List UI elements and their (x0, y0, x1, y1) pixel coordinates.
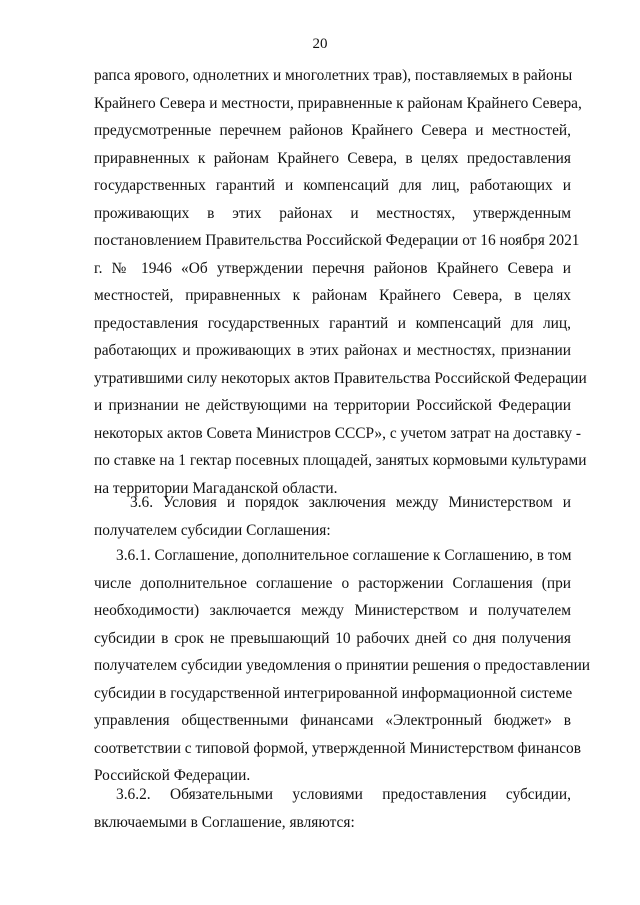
text-line: 3.6.2. Обязательными условиями предоставления субсидии, (116, 786, 571, 803)
text-line: получателем субсидии Соглашения: (94, 521, 331, 539)
text-line: соответствии с типовой формой, утвержденной Министерством финансов (94, 739, 581, 757)
text-line: 3.6.1. Соглашение, дополнительное соглашение к Соглашению, в том (116, 547, 572, 564)
text-line: постановлением Правительства Российской Федерации от 16 ноября 2021 (94, 232, 580, 249)
page-number: 20 (312, 36, 328, 52)
text-line: государственных гарантий и компенсаций для лиц, работающих и (94, 177, 571, 194)
text-line: и признании не действующими на территории Российской Федерации (94, 397, 571, 414)
text-line: г. № 1946 «Об утверждении перечня районов Крайнего Севера и (94, 259, 571, 277)
section-3-6 (94, 489, 571, 544)
text-line: управления общественными финансами «Электронный бюджет» в (94, 712, 571, 729)
text-line: на территории Магаданской области. (94, 479, 338, 497)
text-line: предусмотренные перечнем районов Крайнего Севера и местностей, (94, 122, 571, 139)
text-line: необходимости) заключается между Министерством и получателем (94, 602, 571, 619)
section-3-6-2 (94, 781, 571, 836)
text-line: местностей, приравненных к районам Крайнего Севера, в целях (94, 287, 571, 304)
section-heading-line: 3.6. Условия и порядок заключения между Министерством и (130, 494, 571, 511)
text-line: предоставления государственных гарантий и компенсаций для лиц, (94, 314, 571, 332)
text-line: Российской Федерации. (94, 767, 251, 784)
text-line: субсидии в срок не превышающий 10 рабочих дней со дня получения (94, 629, 571, 647)
section-3-6-1 (94, 542, 591, 790)
text-line: получателем субсидии уведомления о принятии решения о предоставлении (94, 657, 591, 674)
text-line: работающих и проживающих в этих районах и местностях, признании (94, 342, 571, 359)
text-line: включаемыми в Соглашение, являются: (94, 813, 355, 831)
text-line: некоторых актов Совета Министров СССР», с учетом затрат на доставку - (94, 424, 582, 442)
text-line: приравненных к районам Крайнего Севера, в целях предоставления (94, 149, 571, 167)
text-line: по ставке на 1 гектар посевных площадей, занятых кормовыми культурами (94, 452, 587, 469)
text-line: субсидии в государственной интегрированной информационной системе (94, 684, 573, 702)
text-line: утратившими силу некоторых актов Правительства Российской Федерации (94, 369, 587, 387)
text-line: рапса ярового, однолетних и многолетних трав), поставляемых в районы (94, 67, 573, 84)
text-line: проживающих в этих районах и местностях, утвержденным (94, 204, 571, 222)
text-line: Крайнего Севера и местности, приравненные к районам Крайнего Севера, (94, 94, 582, 112)
text-line: числе дополнительное соглашение о расторжении Соглашения (при (94, 574, 571, 592)
paragraph-continuation (94, 62, 587, 502)
